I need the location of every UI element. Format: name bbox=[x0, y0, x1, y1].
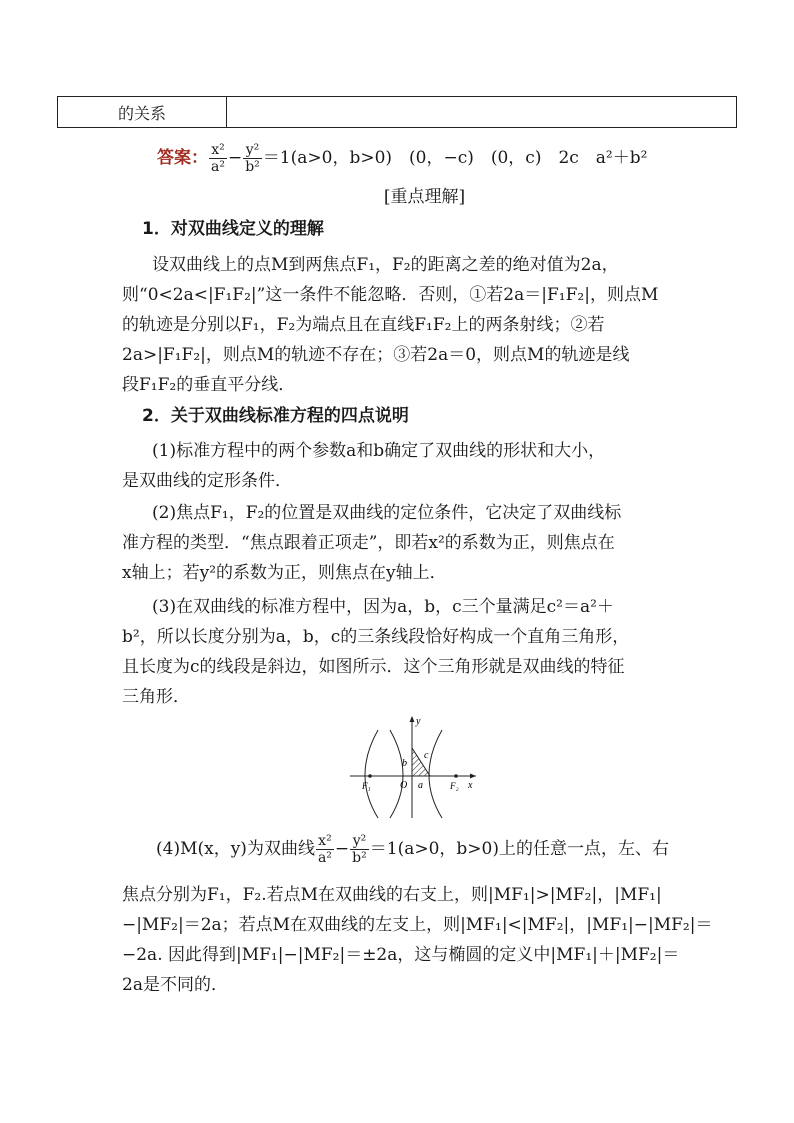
answer-fraction-x: $\frac{\text{x²}}{\text{a²}}$ bbox=[211, 141, 225, 175]
p5-fraction-x: $\frac{\text{x²}}{\text{a²}}$ bbox=[317, 832, 332, 866]
label-b: b bbox=[402, 758, 407, 769]
label-c: c bbox=[424, 750, 429, 761]
paragraph-5-first-line: (4)M(x，y)为双曲线 $\frac{\text{x²}}{\text{a²}}$ − $\frac{\text{y²}}{\text{b²}}$ ＝1(a>0，b>0)上的任意一点，左、右 bbox=[156, 832, 669, 866]
focus-f2-point bbox=[454, 774, 458, 778]
label-f2: F₂ bbox=[450, 781, 459, 791]
paragraph-line: 2a是不同的． bbox=[122, 975, 228, 995]
paragraph-line: b²，所以长度分别为a，b，c的三条线段恰好构成一个直角三角形， bbox=[122, 627, 630, 647]
paragraph-line: 且长度为c的线段是斜边，如图所示．这个三角形就是双曲线的特征 bbox=[122, 657, 625, 677]
hyperbola-figure bbox=[350, 714, 480, 820]
label-a: a bbox=[418, 780, 423, 791]
paragraph-line: −2a. 因此得到|MF₁|−|MF₂|＝±2a，这与椭圆的定义中|MF₁|＋|MF₂|＝ bbox=[122, 945, 680, 965]
right-branch-curve bbox=[429, 730, 442, 818]
paragraph-line: −|MF₂|＝2a；若点M在双曲线的左支上，则|MF₁|<|MF₂|，|MF₁|−|MF₂|＝ bbox=[122, 915, 713, 935]
paragraph-5 bbox=[122, 880, 712, 1000]
paragraph-line: (1)标准方程中的两个参数a和b确定了双曲线的形状和大小， bbox=[152, 441, 606, 461]
paragraph-line: 焦点分别为F₁，F₂.若点M在双曲线的右支上，则|MF₁|>|MF₂|，|MF₁| bbox=[122, 885, 662, 905]
paragraph-line: 准方程的类型．“焦点跟着正项走”，即若x²的系数为正，则焦点在 bbox=[122, 533, 615, 553]
table-row-value bbox=[227, 97, 737, 128]
paragraph-line: 则“0<2a<|F₁F₂|”这一条件不能忽略．否则，①若2a＝|F₁F₂|，则点M bbox=[122, 285, 659, 305]
paragraph-1 bbox=[122, 250, 658, 400]
paragraph-line: 段F₁F₂的垂直平分线． bbox=[122, 375, 296, 395]
paragraph-line: 是双曲线的定形条件． bbox=[122, 471, 292, 491]
right-branch bbox=[390, 730, 403, 818]
paragraph-line: 三角形． bbox=[122, 687, 190, 707]
heading-2: 2．关于双曲线标准方程的四点说明 bbox=[142, 406, 409, 426]
answer-line: 答案： $\frac{\text{x²}}{\text{a²}}$ − $\frac{\text{y²}}{\text{b²}}$ ＝1(a>0，b>0) (0，−c) (0，c) 2c a²＋b² bbox=[157, 141, 648, 175]
answer-label: 答案： bbox=[157, 148, 208, 168]
paragraph-2 bbox=[122, 436, 605, 496]
label-f1: F₁ bbox=[362, 781, 371, 791]
paragraph-line: (2)焦点F₁，F₂的位置是双曲线的定位条件，它决定了双曲线标 bbox=[152, 503, 622, 523]
y-axis-arrow-icon bbox=[410, 716, 415, 722]
p5-fraction-y: $\frac{\text{y²}}{\text{b²}}$ bbox=[352, 832, 367, 866]
paragraph-3 bbox=[122, 498, 621, 588]
focus-f1-point bbox=[368, 774, 372, 778]
relation-table bbox=[57, 96, 737, 128]
answer-fraction-y: $\frac{\text{y²}}{\text{b²}}$ bbox=[245, 141, 260, 175]
origin-label: O bbox=[400, 780, 408, 791]
x-axis-arrow-icon bbox=[470, 774, 476, 779]
paragraph-line: 的轨迹是分别以F₁，F₂为端点且在直线F₁F₂上的两条射线；②若 bbox=[122, 315, 605, 335]
answer-tail: ＝1(a>0，b>0) (0，−c) (0，c) 2c a²＋b² bbox=[262, 148, 648, 168]
paragraph-4 bbox=[122, 592, 629, 712]
table-row-label: 的关系 bbox=[58, 97, 227, 128]
paragraph-line: (3)在双曲线的标准方程中，因为a，b，c三个量满足c²＝a²＋ bbox=[152, 597, 614, 617]
left-branch bbox=[365, 730, 378, 818]
paragraph-line: 设双曲线上的点M到两焦点F₁，F₂的距离之差的绝对值为2a， bbox=[152, 255, 619, 275]
paragraph-line: x轴上；若y²的系数为正，则焦点在y轴上． bbox=[122, 563, 447, 583]
heading-1: 1．对双曲线定义的理解 bbox=[142, 219, 324, 239]
paragraph-line: 2a>|F₁F₂|，则点M的轨迹不存在；③若2a＝0，则点M的轨迹是线 bbox=[122, 345, 630, 365]
x-axis-label: x bbox=[468, 780, 473, 791]
y-axis-label: y bbox=[416, 716, 421, 727]
section-title: [重点理解] bbox=[383, 187, 466, 207]
